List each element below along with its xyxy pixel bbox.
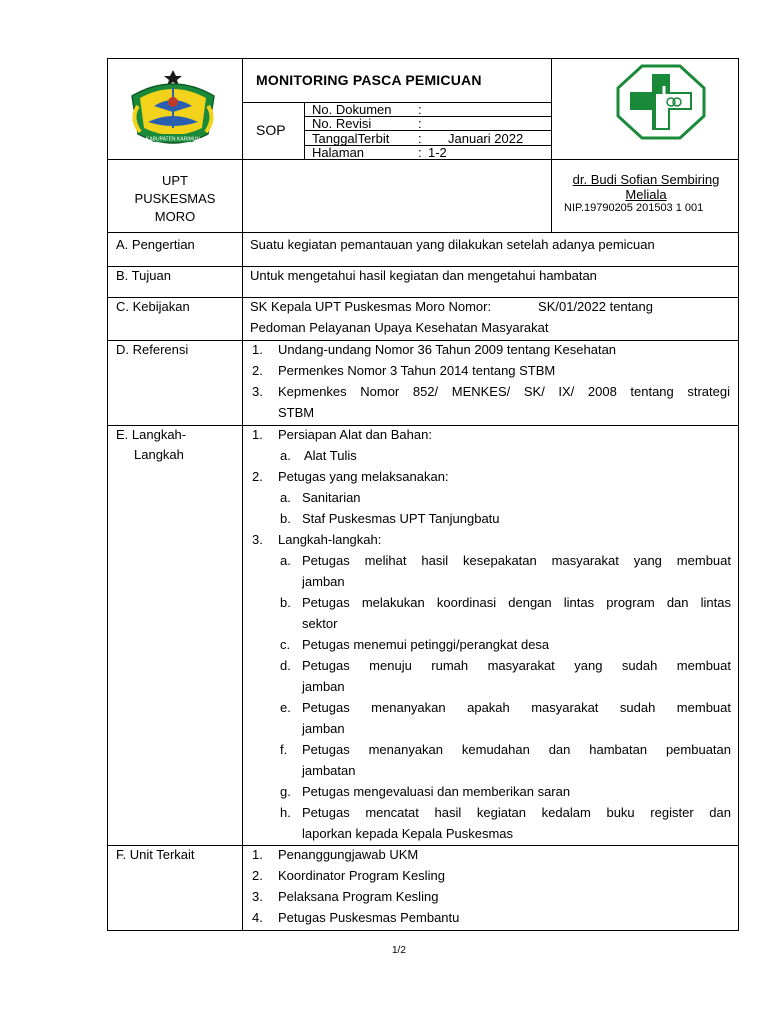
- doc-field-label: No. Revisi: [312, 116, 372, 131]
- section-label-unit-terkait: F. Unit Terkait: [116, 847, 195, 862]
- doc-field-label: Halaman: [312, 145, 365, 160]
- list-item-number: 2.: [252, 868, 263, 883]
- doc-field-value: 1-2: [428, 145, 447, 160]
- signer-name-line: Meliala: [625, 187, 667, 202]
- list-item-number: 1.: [252, 847, 263, 862]
- list-item-number: 1.: [252, 427, 263, 442]
- org-line: MORO: [154, 209, 196, 224]
- list-item-text: Petugas menemui petinggi/perangkat desa: [302, 637, 550, 652]
- list-item-number: a.: [280, 490, 291, 505]
- list-item-text: Petugas menanyakan apakah masyarakat sudah membuat: [302, 700, 731, 715]
- list-item-text: Penanggungjawab UKM: [278, 847, 419, 862]
- list-item-text: Permenkes Nomor 3 Tahun 2014 tentang STBM: [278, 363, 556, 378]
- list-item-text: Persiapan Alat dan Bahan:: [278, 427, 432, 442]
- tujuan-text: Untuk mengetahui hasil kegiatan dan mengetahui hambatan: [250, 268, 597, 283]
- list-item-number: a.: [280, 553, 291, 568]
- list-item-text-continued: sektor: [302, 616, 338, 631]
- section-label-kebijakan: C. Kebijakan: [116, 299, 190, 314]
- section-label-tujuan: B. Tujuan: [116, 268, 171, 283]
- list-item-text: Petugas yang melaksanakan:: [278, 469, 449, 484]
- list-item-text: Petugas Puskesmas Pembantu: [278, 910, 460, 925]
- divider: [107, 340, 739, 341]
- list-item-text-continued: STBM: [278, 405, 315, 420]
- list-item-number: 4.: [252, 910, 263, 925]
- list-item-text: Petugas menanyakan kemudahan dan hambatan pembuatan: [302, 742, 731, 757]
- divider: [551, 58, 552, 232]
- emblem-caption: KABUPATEN KARIMUN: [146, 136, 200, 143]
- puskesmas-logo: [616, 64, 706, 140]
- list-item-number: 1.: [252, 342, 263, 357]
- list-item-text-continued: jambatan: [302, 763, 356, 778]
- org-name: [108, 172, 242, 226]
- kebijakan-line: SK Kepala UPT Puskesmas Moro Nomor: SK/01/2022 tentang: [250, 299, 653, 314]
- divider: [107, 266, 739, 267]
- doc-field-value: Januari 2022: [448, 131, 524, 146]
- list-item-number: b.: [280, 595, 291, 610]
- list-item-text-continued: jamban: [302, 721, 345, 736]
- list-item-text: Undang-undang Nomor 36 Tahun 2009 tentang Kesehatan: [278, 342, 617, 357]
- signer-name: [556, 172, 736, 202]
- list-item-text: Petugas mencatat hasil kegiatan kedalam buku register dan: [302, 805, 731, 820]
- list-item-text: Petugas mengevaluasi dan memberikan saran: [302, 784, 571, 799]
- pengertian-text: Suatu kegiatan pemantauan yang dilakukan setelah adanya pemicuan: [250, 237, 655, 252]
- list-item-number: b.: [280, 511, 291, 526]
- list-item-text: Sanitarian: [302, 490, 361, 505]
- doc-field-sep: :: [418, 102, 422, 117]
- list-item-text: Staf Puskesmas UPT Tanjungbatu: [302, 511, 500, 526]
- sop-label: SOP: [256, 122, 286, 138]
- doc-field-label: No. Dokumen: [312, 102, 392, 117]
- doc-field-sep: :: [418, 145, 422, 160]
- section-label-langkah: Langkah: [134, 447, 184, 462]
- list-item-text-continued: jamban: [302, 679, 345, 694]
- list-item-text: Koordinator Program Kesling: [278, 868, 445, 883]
- list-item-number: 3.: [252, 532, 263, 547]
- list-item-text: Langkah-langkah:: [278, 532, 382, 547]
- kebijakan-line: Pedoman Pelayanan Upaya Kesehatan Masyarakat: [250, 320, 549, 335]
- list-item-number: e.: [280, 700, 291, 715]
- document-title: MONITORING PASCA PEMICUAN: [256, 72, 482, 88]
- list-item-text-continued: laporkan kepada Kepala Puskesmas: [302, 826, 514, 841]
- section-label-referensi: D. Referensi: [116, 342, 189, 357]
- list-item-number: c.: [280, 637, 291, 652]
- list-item-number: h.: [280, 805, 291, 820]
- list-item-number: 3.: [252, 889, 263, 904]
- regency-emblem-logo: [124, 66, 222, 154]
- section-label-langkah: E. Langkah-: [116, 427, 187, 442]
- doc-field-label: TanggalTerbit: [312, 131, 390, 146]
- list-item-text: Petugas melakukan koordinasi dengan lintas program dan lintas: [302, 595, 731, 610]
- list-item-text-continued: jamban: [302, 574, 345, 589]
- list-item-text: Petugas menuju rumah masyarakat yang sudah membuat: [302, 658, 731, 673]
- signer-nip: NIP.19790205 201503 1 001: [564, 202, 704, 214]
- list-item-text: Alat Tulis: [304, 448, 357, 463]
- list-item-number: d.: [280, 658, 291, 673]
- signer-name-line: dr. Budi Sofian Sembiring: [572, 172, 720, 187]
- divider: [242, 58, 243, 931]
- list-item-number: a.: [280, 448, 291, 463]
- org-line: PUSKESMAS: [134, 191, 216, 206]
- divider: [107, 845, 739, 846]
- page-number: 1/2: [392, 945, 406, 956]
- divider: [107, 297, 739, 298]
- list-item-number: g.: [280, 784, 291, 799]
- list-item-number: 2.: [252, 363, 263, 378]
- list-item-number: 3.: [252, 384, 263, 399]
- divider: [242, 102, 551, 103]
- divider: [107, 232, 739, 233]
- org-line: UPT: [162, 173, 188, 188]
- doc-field-sep: :: [418, 116, 422, 131]
- divider: [107, 159, 739, 160]
- list-item-text: Petugas melihat hasil kesepakatan masyarakat yang membuat: [302, 553, 731, 568]
- doc-field-sep: :: [418, 131, 422, 146]
- divider: [107, 425, 739, 426]
- list-item-number: f.: [280, 742, 288, 757]
- list-item-text: Pelaksana Program Kesling: [278, 889, 439, 904]
- list-item-text: Kepmenkes Nomor 852/ MENKES/ SK/ IX/ 2008 tentang strategi: [278, 384, 730, 399]
- section-label-pengertian: A. Pengertian: [116, 237, 195, 252]
- list-item-number: 2.: [252, 469, 263, 484]
